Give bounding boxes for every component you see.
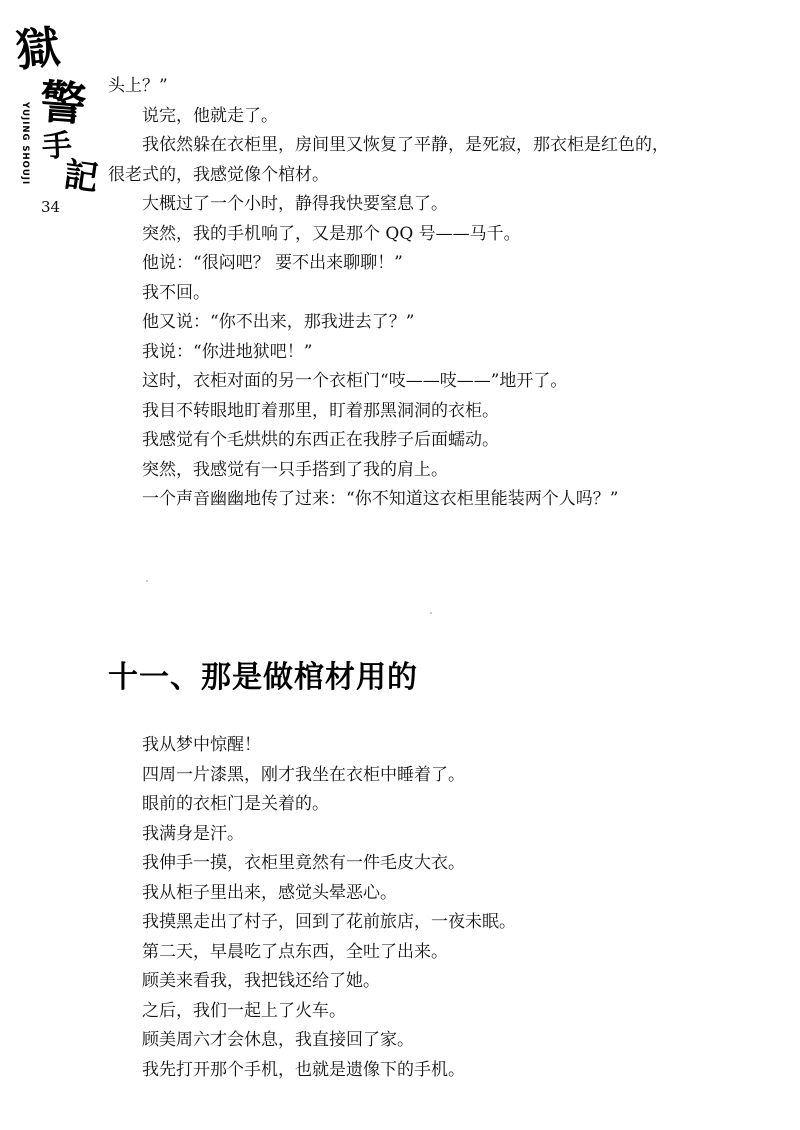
paragraph: 我伸手一摸，衣柜里竟然有一件毛皮大衣。 xyxy=(142,853,465,873)
paragraph: 我依然躲在衣柜里，房间里又恢复了平静，是死寂，那衣柜是红色的， xyxy=(142,135,669,155)
paragraph: 我从柜子里出来，感觉头晕恶心。 xyxy=(142,882,397,903)
paragraph: 我从梦中惊醒！ xyxy=(142,735,261,755)
logo-char-3: 手 xyxy=(41,128,73,165)
paragraph: 顾美周六才会休息，我直接回了家。 xyxy=(142,1030,414,1050)
paragraph: 我目不转眼地盯着那里，盯着那黑洞洞的衣柜。 xyxy=(142,400,499,421)
paragraph: 一个声音幽幽地传了过来：“你不知道这衣柜里能装两个人吗？” xyxy=(142,489,619,509)
paragraph: 这时，衣柜对面的另一个衣柜门“吱——吱——”地开了。 xyxy=(142,371,568,391)
paragraph: 我摸黑走出了村子，回到了花前旅店，一夜未眠。 xyxy=(142,912,516,932)
paragraph: 我先打开那个手机，也就是遗像下的手机。 xyxy=(142,1059,465,1080)
paragraph: 他说：“很闷吧？ 要不出来聊聊！” xyxy=(142,253,403,273)
paragraph: 突然，我的手机响了，又是那个 QQ 号——马千。 xyxy=(142,223,521,244)
paragraph: 他又说：“你不出来，那我进去了？” xyxy=(142,312,415,332)
paragraph: 之后，我们一起上了火车。 xyxy=(142,1000,346,1021)
paragraph: 我满身是汗。 xyxy=(142,823,244,844)
print-speck xyxy=(430,612,432,614)
page-number: 34 xyxy=(41,198,61,216)
book-title-logo xyxy=(13,21,101,200)
paragraph: 顾美来看我，我把钱还给了她。 xyxy=(142,971,380,991)
text-section-bottom xyxy=(108,731,748,1085)
paragraph: 我说：“你进地狱吧！” xyxy=(142,341,313,362)
paragraph: 第二天，早晨吃了点东西，全吐了出来。 xyxy=(142,941,448,962)
paragraph: 头上？” xyxy=(108,76,168,96)
paragraph: 大概过了一个小时，静得我快要窒息了。 xyxy=(142,194,448,214)
paragraph: 四周一片漆黑，刚才我坐在衣柜中睡着了。 xyxy=(142,764,465,785)
logo-romanized-text: YUJING SHOUJI xyxy=(20,102,30,186)
print-speck xyxy=(146,580,148,582)
chapter-title: 十一、那是做棺材用的 xyxy=(108,660,418,695)
paragraph: 很老式的，我感觉像个棺材。 xyxy=(108,164,329,185)
logo-char-4: 記 xyxy=(61,154,101,200)
logo-char-1: 獄 xyxy=(13,21,63,78)
paragraph: 突然，我感觉有一只手搭到了我的肩上。 xyxy=(142,459,448,480)
text-section-top xyxy=(108,72,748,515)
logo-char-2: 警 xyxy=(38,74,88,132)
paragraph: 说完，他就走了。 xyxy=(142,105,278,126)
paragraph: 我不回。 xyxy=(142,282,210,303)
paragraph: 我感觉有个毛烘烘的东西正在我脖子后面蠕动。 xyxy=(142,430,499,450)
paragraph: 眼前的衣柜门是关着的。 xyxy=(142,794,329,814)
